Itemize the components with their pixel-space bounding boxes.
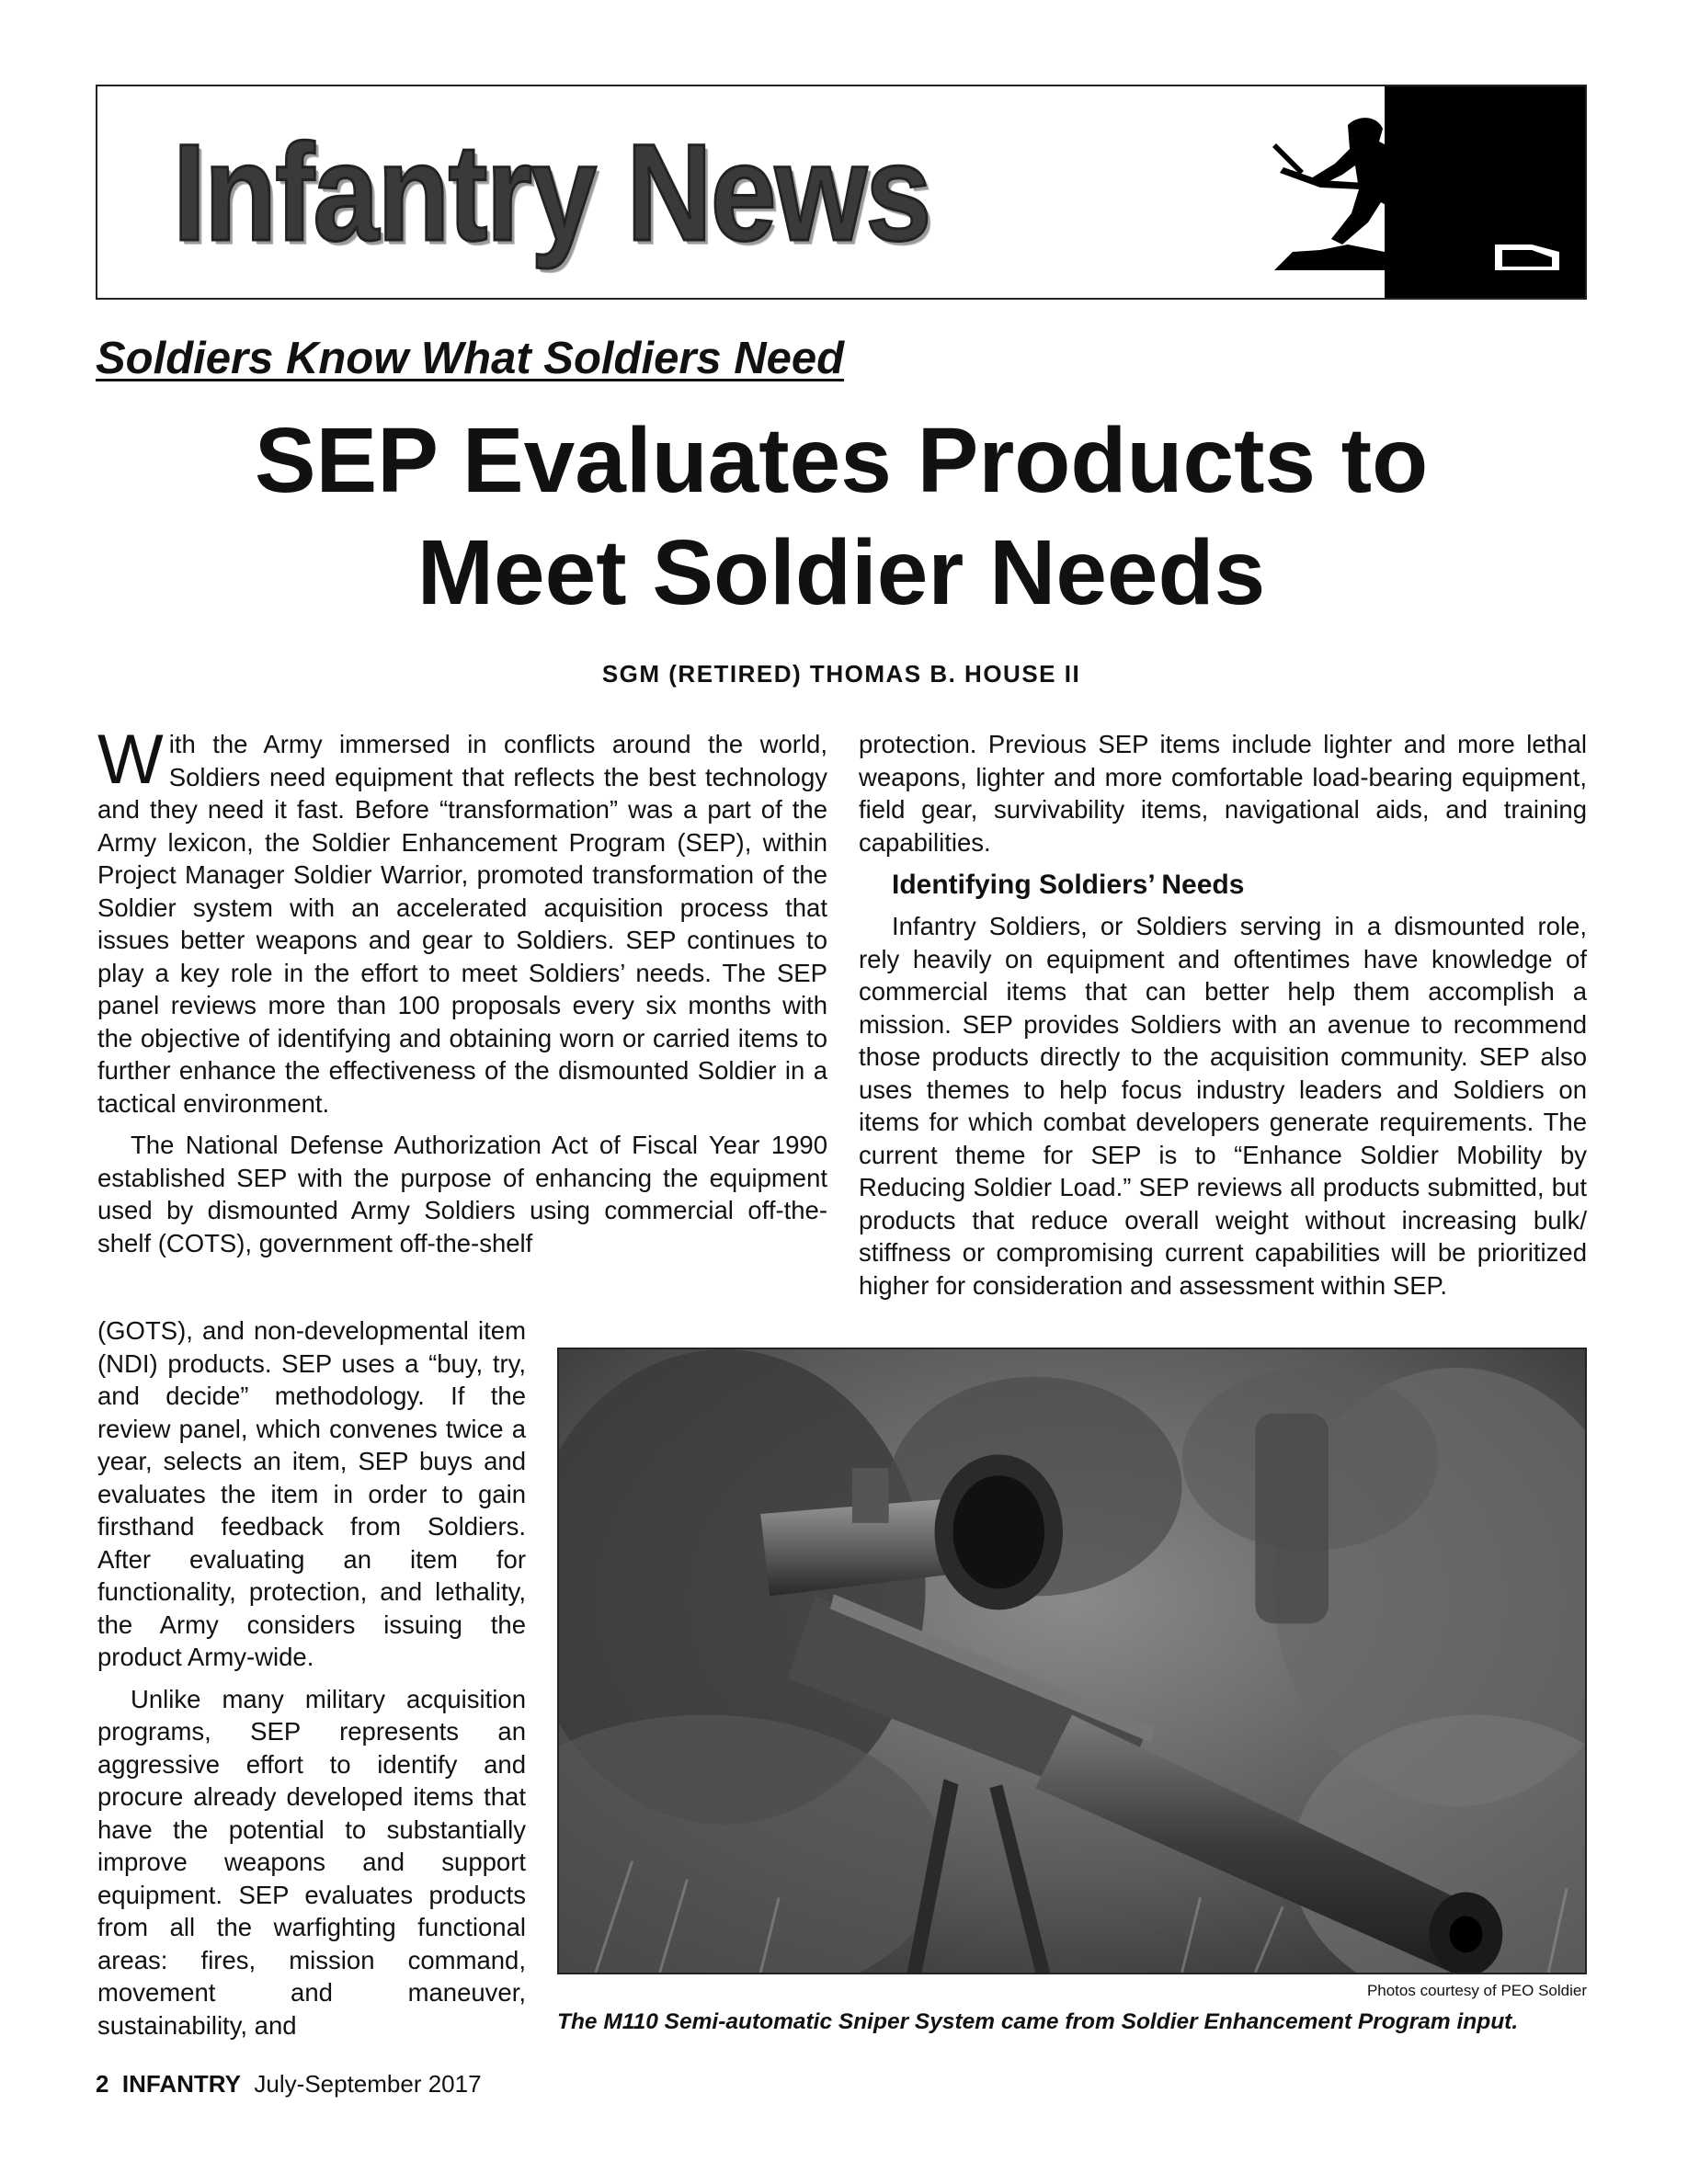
- article-kicker: Soldiers Know What Soldiers Need: [96, 334, 845, 383]
- photo-caption: The M110 Semi-automatic Sniper System came from Soldier Enhancement Program input.: [557, 2009, 1519, 2034]
- banner-title: Infantry News: [173, 115, 930, 269]
- infantry-news-banner: [96, 85, 1587, 300]
- right-column: [859, 728, 1587, 1311]
- photo-rendering: [559, 1349, 1585, 1973]
- paragraph-3: Unlike many military acquisition programs, SEP represents an aggressive effort to identify and procure already developed items that have the potential to substantially improve weapons and support equipment. SEP evaluates products from all the warfighting functional areas: fires, mission command, movement and maneuver, sustainability, and: [97, 1684, 526, 2040]
- article-headline: [96, 404, 1587, 629]
- left-column-top: [97, 721, 827, 1268]
- drop-cap: W: [97, 721, 164, 799]
- headline-line-1: SEP Evaluates Products to: [254, 409, 1429, 512]
- headline-line-2: Meet Soldier Needs: [416, 521, 1266, 624]
- article-byline: SGM (RETIRED) THOMAS B. HOUSE II: [601, 660, 1081, 688]
- paragraph-1-text: ith the Army immersed in conflicts around the world, Soldiers need equipment that reflects the best technology and they need it fast. Before “transformation” was a part of the Army lexicon, the Soldier Enhancement Program (SEP), within Project Manager Soldier Warrior, promoted transformation of the Soldier system with an accelerated acquisition process that issues better weapons and gear to Soldiers. SEP continues to play a key role in the effort to meet Soldiers’ needs. The SEP panel reviews more than 100 proposals every six months with the objective of identifying and obtaining worn or carried items to further enhance the effectiveness of the dismounted Soldier in a tactical environment.: [97, 730, 827, 1118]
- issue-date: July-September 2017: [254, 2070, 482, 2098]
- soldier-silhouette-icon: [1256, 107, 1587, 281]
- magazine-name: INFANTRY: [121, 2070, 241, 2098]
- paragraph-2-continued: (GOTS), and non-developmental item (NDI) products. SEP uses a “buy, try, and decide” methodology. If the review panel, which convenes twice a year, selects an item, SEP buys and evaluates the item in order to gain firsthand feedback from Soldiers. After evaluating an item for functionality, protection, and lethality, the Army considers issuing the product Army-wide.: [97, 1316, 526, 1671]
- paragraph-4: protection. Previous SEP items include lighter and more lethal weapons, lighter and more comfortable load-bearing equipment, field gear, survivability items, navigational aids, and training capabilities.: [859, 730, 1587, 857]
- paragraph-2: The National Defense Authorization Act of Fiscal Year 1990 established SEP with the purpose of enhancing the equipment used by dismounted Army Soldiers using commercial off-the-shelf (COTS), government off-the-shelf: [97, 1131, 827, 1257]
- section-subhead: Identifying Soldiers’ Needs: [892, 870, 1245, 900]
- sniper-rifle-photo: [557, 1348, 1587, 1974]
- paragraph-5: Infantry Soldiers, or Soldiers serving in a dismounted role, rely heavily on equipment and oftentimes have knowledge of commercial items that can better help them accomplish a mission. SEP provides Soldiers with an avenue to recommend those products directly to the acquisition community. SEP also uses themes to help focus industry leaders and Soldiers on items for which combat developers generate requirements. The current theme for SEP is to “Enhance Soldier Mobility by Reducing Soldier Load.” SEP reviews all products submitted, but products that reduce overall weight without increasing bulk/ stiffness or compromising current capabilities will be prioritized higher for consideration and assessment within SEP.: [859, 912, 1587, 1300]
- page-number: 2: [96, 2070, 109, 2098]
- left-column-bottom: [97, 1314, 526, 2051]
- page-footer: [96, 2070, 482, 2099]
- paragraph-1: [97, 721, 827, 1120]
- photo-credit: Photos courtesy of PEO Soldier: [1366, 1982, 1587, 1999]
